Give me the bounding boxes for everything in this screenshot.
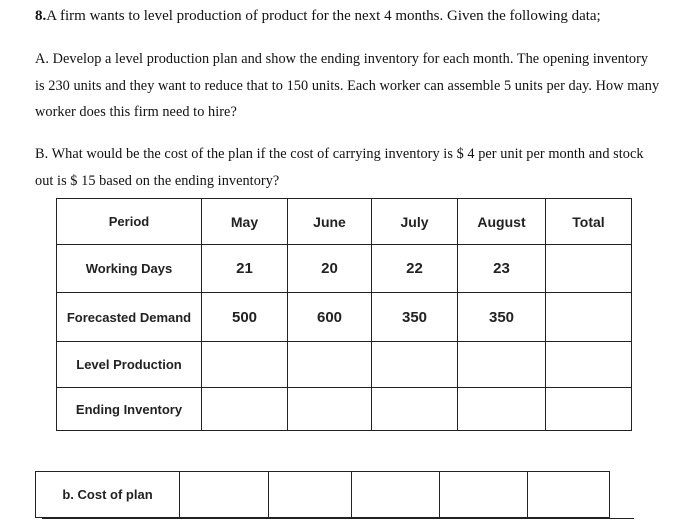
part-b-text: B. What would be the cost of the plan if the cost of carrying inventory is $ 4 per unit per month and stock out is $ 15 based on the ending inventory?: [35, 146, 644, 189]
table-cell: [202, 388, 288, 431]
table-cell: 600: [288, 293, 372, 342]
table-cell: 20: [288, 245, 372, 293]
table-row: [57, 245, 632, 293]
row-label: Working Days: [57, 245, 202, 293]
row-label: Ending Inventory: [57, 388, 202, 431]
table-cell: [372, 388, 458, 431]
row-label: Level Production: [57, 342, 202, 388]
table-cell: [288, 342, 372, 388]
table-cell: [288, 388, 372, 431]
table-cell: 23: [458, 245, 546, 293]
table-cell: [458, 342, 546, 388]
table-header-row: [57, 199, 632, 245]
header-period: Period: [57, 199, 202, 245]
table-cell: 500: [202, 293, 288, 342]
table-cell: 21: [202, 245, 288, 293]
table-cell: [546, 388, 632, 431]
header-june: June: [288, 199, 372, 245]
table-cell: 350: [458, 293, 546, 342]
table-row: [57, 388, 632, 431]
table-cell: 350: [372, 293, 458, 342]
bottom-divider: [42, 518, 634, 519]
cost-of-plan-table: [35, 471, 610, 518]
table-cell: [458, 388, 546, 431]
cost-of-plan-label: b. Cost of plan: [36, 472, 180, 518]
table-cell: [180, 472, 269, 518]
table-cell: [352, 472, 440, 518]
table-cell: 22: [372, 245, 458, 293]
table-row: [57, 293, 632, 342]
table-row: [36, 472, 610, 518]
table-cell: [546, 293, 632, 342]
table-cell: [202, 342, 288, 388]
header-august: August: [458, 199, 546, 245]
row-label: Forecasted Demand: [57, 293, 202, 342]
header-total: Total: [546, 199, 632, 245]
question-title: [35, 8, 601, 25]
header-july: July: [372, 199, 458, 245]
table-row: [57, 342, 632, 388]
table-cell: [546, 245, 632, 293]
table-cell: [546, 342, 632, 388]
table-cell: [372, 342, 458, 388]
table-cell: [269, 472, 352, 518]
question-number: 8.: [35, 8, 47, 24]
header-may: May: [202, 199, 288, 245]
table-cell: [440, 472, 528, 518]
question-text: A firm wants to level production of product for the next 4 months. Given the following data;: [46, 8, 601, 24]
part-a-text: A. Develop a level production plan and show the ending inventory for each month. The opening inventory is 230 units and they want to reduce that to 150 units. Each worker can assemble 5 units per day. How many worker does this firm need to hire?: [35, 51, 660, 120]
table-cell: [528, 472, 610, 518]
production-plan-table: [56, 198, 632, 431]
